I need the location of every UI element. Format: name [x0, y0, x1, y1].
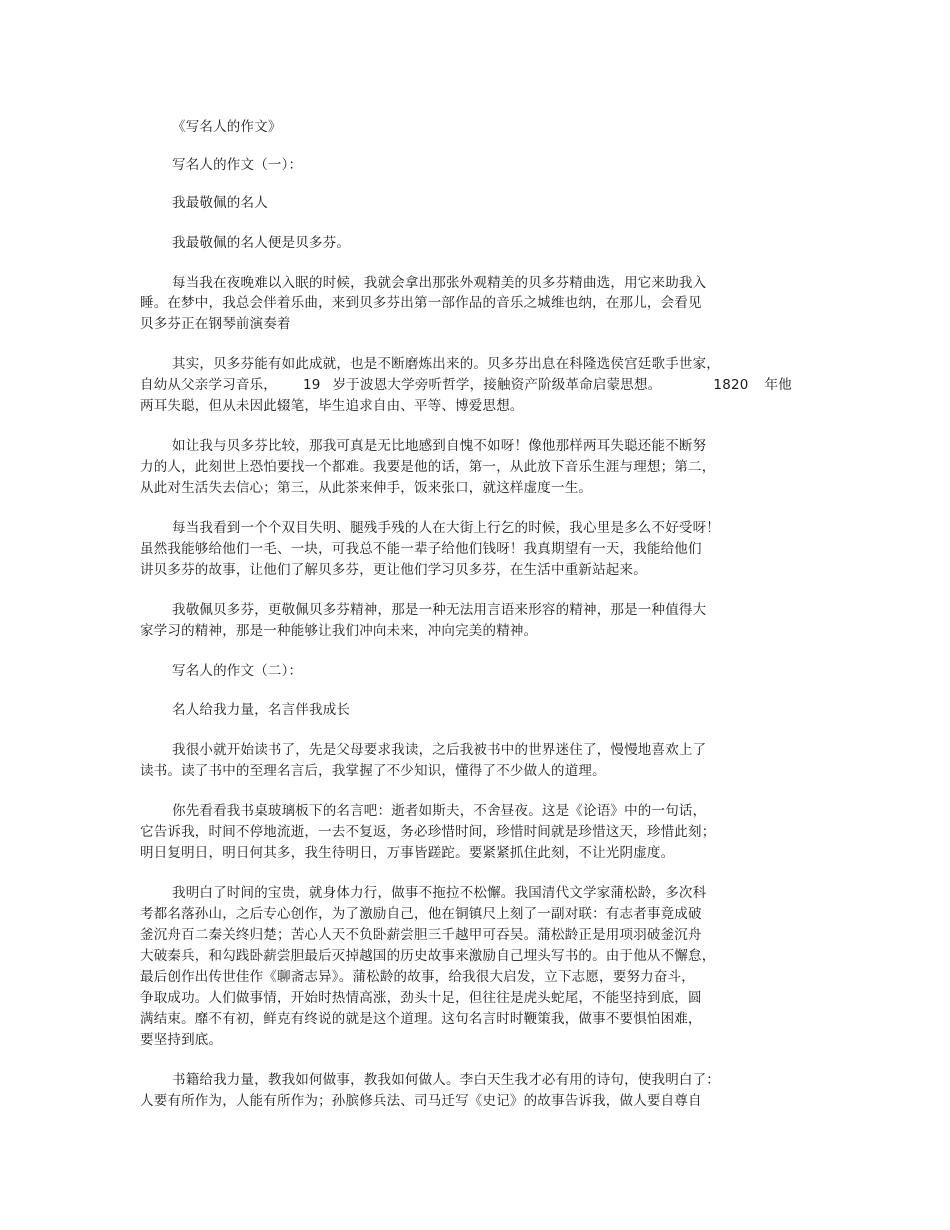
- paragraph-8-line-3: 明日复明日，明日何其多，我生待明日，万事皆蹉跎。要紧紧抓住此刻，不让光阴虚度。: [140, 845, 675, 861]
- paragraph-8-line-2: 它告诉我，时间不停地流逝，一去不复返，务必珍惜时间，珍惜时间就是珍惜这天，珍惜此刻；: [140, 824, 716, 840]
- paragraph-3-line-3: 两耳失聪，但从未因此辍笔，毕生追求自由、平等、博爱思想。: [140, 398, 524, 414]
- paragraph-9-line-4: 大破秦兵，和勾践卧薪尝胆最后灭掉越国的历史故事来激励自己埋头写书的。由于他从不懈怠，: [140, 948, 716, 964]
- paragraph-5-line-2: 虽然我能够给他们一毛、一块，可我总不能一辈子给他们钱呀！我真期望有一天，我能给他们: [140, 541, 702, 557]
- paragraph-6-line-2: 家学习的精神，那是一种能够让我们冲向未来，冲向完美的精神。: [140, 623, 538, 639]
- paragraph-8-line-1: 你先看看我书桌玻璃板下的名言吧：逝者如斯夫，不舍昼夜。这是《论语》中的一句话，: [172, 803, 707, 819]
- paragraph-9-line-6: 争取成功。人们做事情，开始时热情高涨，劲头十足，但往往是虎头蛇尾，不能坚持到底，圆: [140, 990, 702, 1006]
- paragraph-2-line-2: 睡。在梦中，我总会伴着乐曲，来到贝多芬出第一部作品的音乐之城维也纳，在那儿，会看见: [140, 295, 702, 311]
- paragraph-10-line-1: 书籍给我力量，教我如何做事，教我如何做人。李白天生我才必有用的诗句，使我明白了：: [172, 1072, 720, 1088]
- paragraph-3-year-19: 19: [303, 377, 321, 393]
- document-title: 《写名人的作文》: [172, 119, 282, 135]
- essay-title-2: 名人给我力量，名言伴我成长: [172, 702, 351, 718]
- paragraph-7-line-1: 我很小就开始读书了，先是父母要求我读，之后我被书中的世界迷住了，慢慢地喜欢上了: [172, 742, 707, 758]
- section-heading-2: 写名人的作文（二）：: [172, 663, 303, 679]
- paragraph-1: 我最敬佩的名人便是贝多芬。: [172, 235, 351, 251]
- paragraph-2-line-3: 贝多芬正在钢琴前演奏着: [140, 316, 291, 332]
- paragraph-2-line-1: 每当我在夜晚难以入眠的时候，我就会拿出那张外观精美的贝多芬精曲选，用它来助我入: [172, 275, 707, 291]
- paragraph-10-line-2: 人要有所作为，人能有所作为；孙膑修兵法、司马迁写《史记》的故事告诉我，做人要自尊自: [140, 1093, 702, 1109]
- paragraph-9-line-2: 考都名落孙山，之后专心创作，为了激励自己，他在铜镇尺上刻了一副对联：有志者事竟成破: [140, 906, 702, 922]
- paragraph-9-line-3: 釜沉舟百二秦关终归楚；苦心人天不负卧薪尝胆三千越甲可吞吴。蒲松龄正是用项羽破釜沉舟: [140, 927, 702, 943]
- paragraph-3-year-1820: 1820: [713, 377, 749, 393]
- paragraph-3-line-1: 其实，贝多芬能有如此成就，也是不断磨炼出来的。贝多芬出息在科隆选侯宫廷歌手世家，: [172, 356, 720, 372]
- paragraph-9-line-1: 我明白了时间的宝贵，就身体力行，做事不拖拉不松懈。我国清代文学家蒲松龄，多次科: [172, 885, 707, 901]
- paragraph-3-line-2-part-c: 岁于波恩大学旁听哲学，接触资产阶级革命启蒙思想。: [332, 377, 662, 393]
- paragraph-9-line-5: 最后创作出传世佳作《聊斋志异》。蒲松龄的故事，给我很大启发，立下志愿，要努力奋斗，: [140, 969, 695, 985]
- paragraph-5-line-1: 每当我看到一个个双目失明、腿残手残的人在大街上行乞的时候，我心里是多么不好受呀！: [172, 520, 720, 536]
- paragraph-4-line-2: 力的人，此刻世上恐怕要找一个都难。我要是他的话，第一，从此放下音乐生涯与理想；第二，: [140, 459, 716, 475]
- paragraph-7-line-2: 读书。读了书中的至理名言后，我掌握了不少知识，懂得了不少做人的道理。: [140, 763, 606, 779]
- paragraph-3-line-2: [140, 376, 792, 394]
- paragraph-3-line-2-part-e: 年他: [764, 377, 792, 393]
- paragraph-9-line-8: 要坚持到底。: [140, 1032, 223, 1048]
- paragraph-4-line-1: 如让我与贝多芬比较，那我可真是无比地感到自愧不如呀！像他那样两耳失聪还能不断努: [172, 438, 707, 454]
- paragraph-6-line-1: 我敬佩贝多芬，更敬佩贝多芬精神，那是一种无法用言语来形容的精神，那是一种值得大: [172, 602, 707, 618]
- paragraph-3-line-2-part-a: 自幼从父亲学习音乐，: [140, 377, 277, 393]
- paragraph-5-line-3: 讲贝多芬的故事，让他们了解贝多芬，更让他们学习贝多芬，在生活中重新站起来。: [140, 562, 647, 578]
- section-heading-1: 写名人的作文（一）：: [172, 157, 303, 173]
- paragraph-9-line-7: 满结束。靡不有初，鲜克有终说的就是这个道理。这句名言时时鞭策我，做事不要惧怕困难，: [140, 1011, 702, 1027]
- essay-title-1: 我最敬佩的名人: [172, 195, 268, 211]
- paragraph-4-line-3: 从此对生活失去信心；第三，从此茶来伸手，饭来张口，就这样虚度一生。: [140, 480, 593, 496]
